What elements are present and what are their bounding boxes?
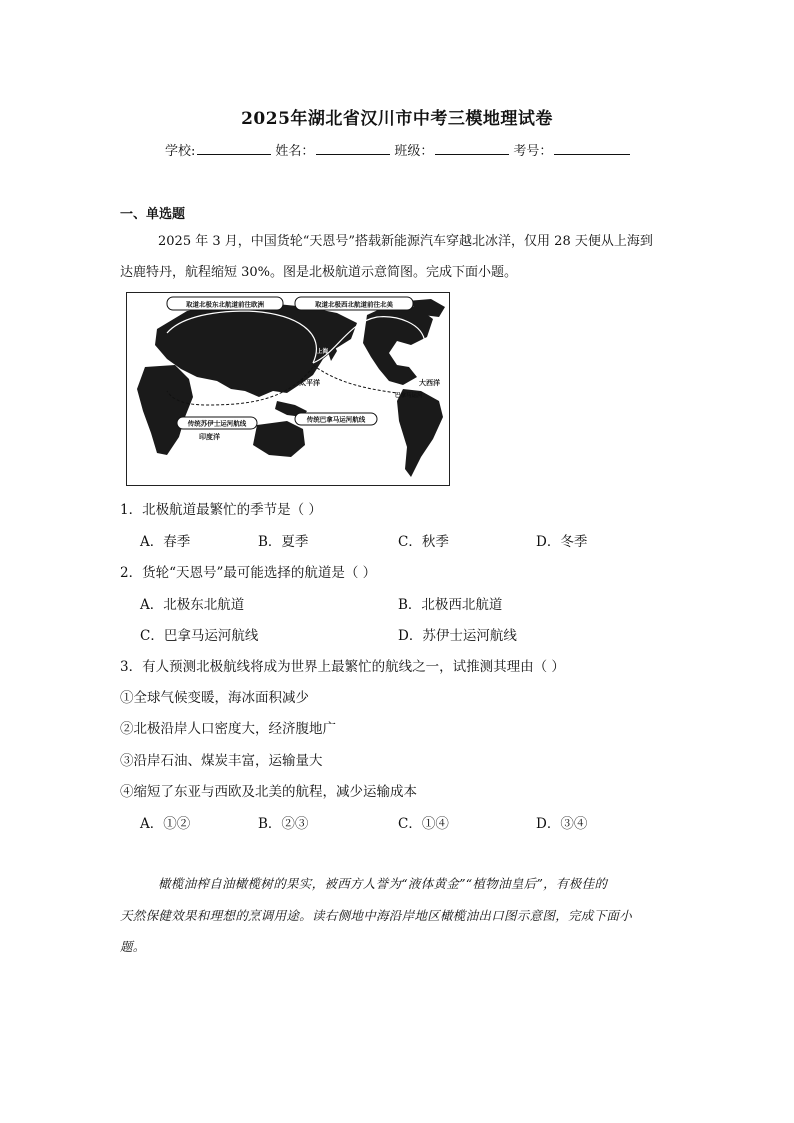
- class-label: 班级：: [394, 144, 434, 159]
- australia-shape: [253, 421, 305, 457]
- indian-ocean-label: 印度洋: [199, 433, 220, 441]
- africa-shape: [137, 365, 193, 455]
- question-1-option-d[interactable]: D．冬季: [536, 534, 588, 550]
- question-3-option-b[interactable]: B．②③: [258, 816, 309, 832]
- school-blank: [197, 140, 271, 155]
- atlantic-label: 大西洋: [419, 379, 440, 387]
- olive-passage-line-3: 题。: [120, 939, 146, 954]
- nw-route-label: 取道北极西北航道前往北美: [315, 300, 393, 309]
- section-heading: 一、单选题: [120, 207, 186, 222]
- question-1-option-a[interactable]: A．春季: [140, 534, 191, 550]
- class-blank: [435, 140, 509, 155]
- question-3-statement-1: ①全球气候变暖，海冰面积减少: [120, 690, 309, 706]
- south-america-shape: [397, 389, 443, 477]
- map-svg: [127, 293, 449, 485]
- question-1-stem: 1．北极航道最繁忙的季节是（ ）: [120, 502, 322, 518]
- question-2-option-c[interactable]: C．巴拿马运河航线: [140, 628, 259, 644]
- panama-label: 巴拿马运河: [395, 393, 423, 399]
- question-2-option-a[interactable]: A．北极东北航道: [140, 597, 245, 613]
- suez-route-label: 传统苏伊士运河航线: [187, 419, 247, 428]
- question-1-option-c[interactable]: C．秋季: [398, 534, 449, 550]
- question-3-statement-3: ③沿岸石油、煤炭丰富，运输量大: [120, 753, 323, 769]
- north-america-shape: [363, 305, 433, 385]
- olive-passage-line-2: 天然保健效果和理想的烹调用途。读右侧地中海沿岸地区橄榄油出口图示意图，完成下面小: [120, 908, 633, 923]
- panama-route-label: 传统巴拿马运河航线: [306, 415, 366, 424]
- question-3-stem: 3．有人预测北极航线将成为世界上最繁忙的航线之一，试推测其理由（ ）: [120, 659, 565, 675]
- intro-line-2: 达鹿特丹，航程缩短 30%。图是北极航道示意简图。完成下面小题。: [120, 265, 518, 280]
- question-3-option-a[interactable]: A．①②: [140, 816, 191, 832]
- olive-passage-line-1: 橄榄油榨自油橄榄树的果实，被西方人誉为“液体黄金”“植物油皇后”，有极佳的: [158, 876, 608, 891]
- arctic-route-map: [126, 292, 450, 486]
- name-blank: [316, 140, 390, 155]
- ne-route-label: 取道北极东北航道前往欧洲: [186, 300, 264, 309]
- question-3-statement-2: ②北极沿岸人口密度大，经济腹地广: [120, 721, 336, 737]
- intro-line-1: 2025 年 3 月，中国货轮“天恩号”搭载新能源汽车穿越北冰洋，仅用 28 天便从上海到: [158, 234, 653, 249]
- shanghai-label: 上海: [317, 349, 329, 355]
- question-3-option-c[interactable]: C．①④: [398, 816, 449, 832]
- exam-no-blank: [554, 140, 630, 155]
- question-2-option-b[interactable]: B．北极西北航道: [398, 597, 503, 613]
- exam-no-label: 考号：: [513, 144, 553, 159]
- question-1-option-b[interactable]: B．夏季: [258, 534, 309, 550]
- pacific-label: 太平洋: [299, 379, 320, 387]
- school-label: 学校:: [165, 144, 196, 159]
- question-3-statement-4: ④缩短了东亚与西欧及北美的航程，减少运输成本: [120, 784, 417, 800]
- question-3-option-d[interactable]: D．③④: [536, 816, 588, 832]
- name-label: 姓名：: [275, 144, 315, 159]
- question-2-stem: 2．货轮“天恩号”最可能选择的航道是（ ）: [120, 565, 377, 581]
- question-2-option-d[interactable]: D．苏伊士运河航线: [398, 628, 517, 644]
- student-info-line: [165, 140, 634, 159]
- page-title: 2025年湖北省汉川市中考三模地理试卷: [241, 109, 553, 129]
